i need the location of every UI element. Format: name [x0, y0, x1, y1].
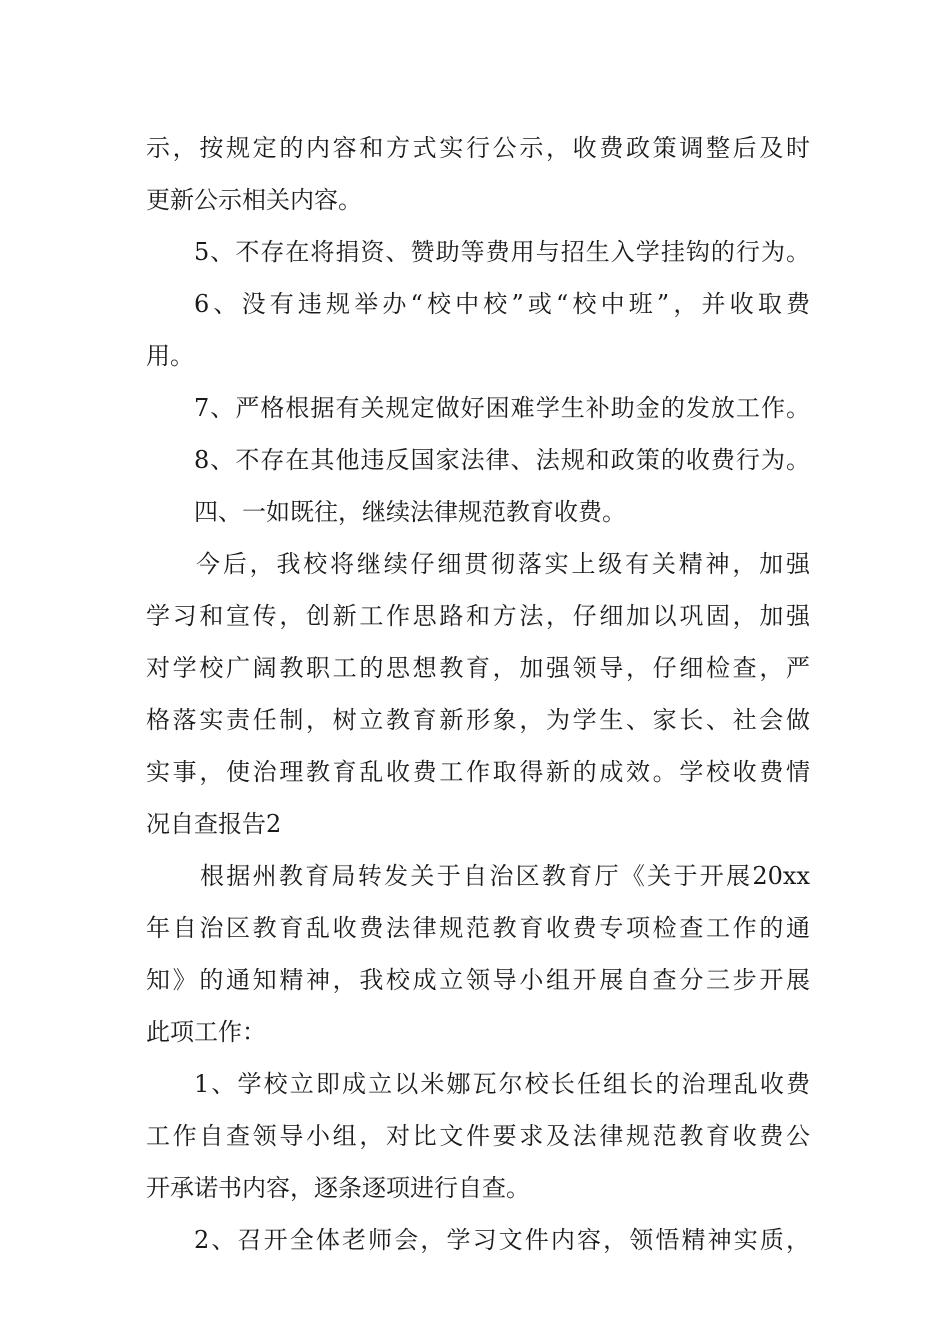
text-line: 知》的通知精神，我校成立领导小组开展自查分三步开展 [146, 966, 810, 994]
text-line: 此项工作： [146, 1018, 266, 1046]
text-line: 开承诺书内容，逐条逐项进行自查。 [146, 1174, 530, 1202]
text-line: 更新公示相关内容。 [146, 186, 362, 214]
numbered-item-1: 1、学校立即成立以米娜瓦尔校长任组长的治理乱收费 [194, 1070, 810, 1098]
text-line: 学习和宣传，创新工作思路和方法，仔细加以巩固，加强 [146, 602, 810, 630]
text-line: 用。 [146, 342, 194, 370]
text-line: 工作自查领导小组，对比文件要求及法律规范教育收费公 [146, 1122, 810, 1150]
numbered-item-5: 5、不存在将捐资、赞助等费用与招生入学挂钩的行为。 [194, 238, 810, 266]
document-body [146, 122, 810, 1266]
numbered-item-8: 8、不存在其他违反国家法律、法规和政策的收费行为。 [194, 446, 810, 474]
paragraph-start: 今后，我校将继续仔细贯彻落实上级有关精神，加强 [196, 550, 810, 578]
numbered-item-6: 6、没有违规举办“校中校”或“校中班”，并收取费 [194, 290, 810, 318]
section-heading-four: 四、一如既往，继续法律规范教育收费。 [194, 498, 626, 526]
text-line: 年自治区教育乱收费法律规范教育收费专项检查工作的通 [146, 914, 810, 942]
text-line: 示，按规定的内容和方式实行公示，收费政策调整后及时 [146, 134, 810, 162]
text-line: 实事，使治理教育乱收费工作取得新的成效。学校收费情 [146, 758, 810, 786]
numbered-item-2: 2、召开全体老师会，学习文件内容，领悟精神实质， [194, 1226, 810, 1254]
text-line: 格落实责任制，树立教育新形象，为学生、家长、社会做 [146, 706, 810, 734]
numbered-item-7: 7、严格根据有关规定做好困难学生补助金的发放工作。 [194, 394, 810, 422]
text-line: 对学校广阔教职工的思想教育，加强领导，仔细检查，严 [146, 654, 810, 682]
paragraph-start: 根据州教育局转发关于自治区教育厅《关于开展20xx [200, 862, 810, 890]
report-title-line: 况自查报告2 [146, 810, 282, 838]
